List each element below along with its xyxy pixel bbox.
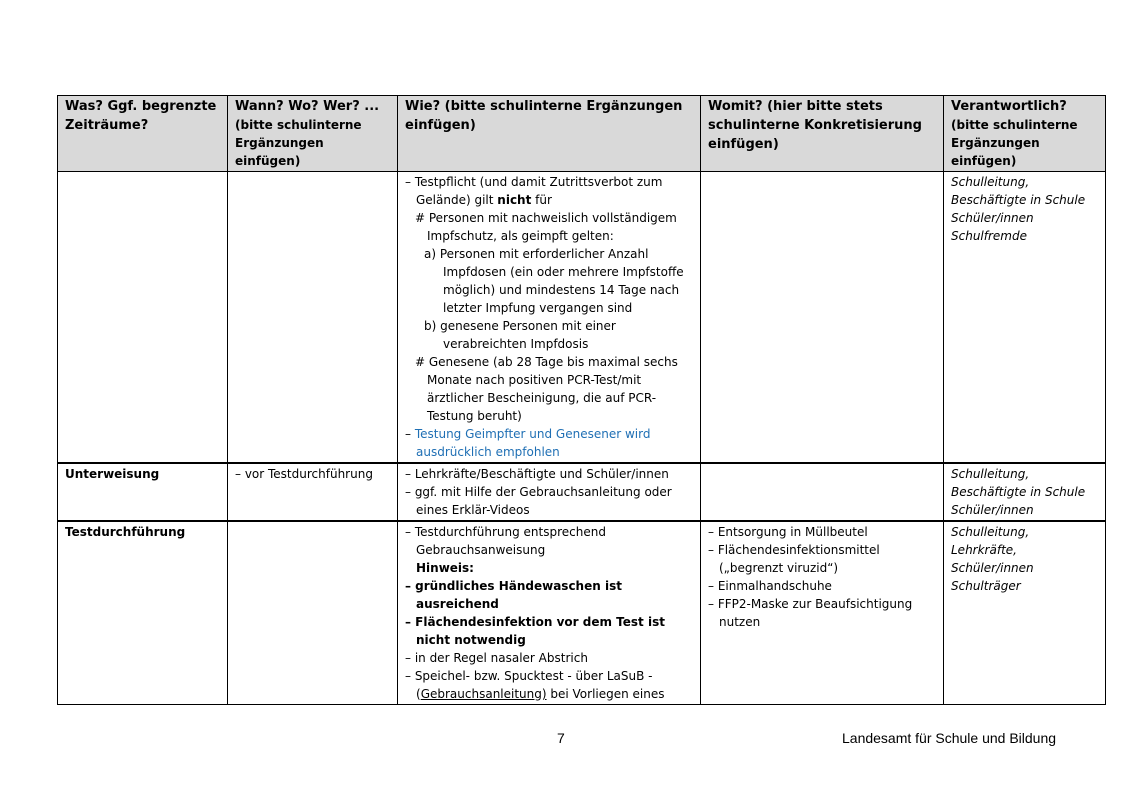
list-item: b) genesene Personen mit einer verabreichten Impfdosis [424,319,616,351]
cell-what [58,172,228,464]
list-item: (Gebrauchsanleitung) bei Vorliegen eines [416,687,665,701]
header-responsible [944,96,1106,172]
table-row-instruction [58,463,1106,521]
list-item: # Genesene (ab 28 Tage bis maximal sechs Monate nach positiven PCR-Test/mit ärztlicher Bescheinigung, die auf PCR-Testung beruht) [415,355,678,423]
table-row-test-execution [58,521,1106,705]
recommendation-text: Testung Geimpfter und Genesener wird ausdrücklich empfohlen [414,427,651,459]
row-title: Unterweisung [65,467,160,481]
header-what-line: Was? Ggf. begrenzte [65,99,217,114]
cell-with [701,521,944,705]
row-title: Testdurchführung [65,525,186,539]
responsible-item: Schulträger [951,579,1021,593]
responsible-item: Schulleitung, [951,175,1030,189]
header-when-sub: Ergänzungen einfügen) [235,136,324,168]
responsible-item: Schulfremde [951,229,1027,243]
header-with-line: einfügen) [708,137,779,152]
cell-when [228,463,398,521]
header-when-title: Wann? Wo? Wer? ... [235,99,380,114]
cell-responsible [944,521,1106,705]
header-with [701,96,944,172]
list-item: – Flächendesinfektionsmittel („begrenzt viruzid“) [708,543,880,575]
responsible-item: Schulleitung, [951,467,1030,481]
responsible-item: Beschäftigte in Schule [951,485,1086,499]
responsible-item: Beschäftigte in Schule [951,193,1086,207]
table-header-row [58,96,1106,172]
header-how [398,96,701,172]
responsible-item: Schüler/innen [951,503,1034,517]
header-responsible-title: Verantwortlich? [951,99,1067,114]
list-item: – ggf. mit Hilfe der Gebrauchsanleitung oder eines Erklär-Videos [405,485,672,517]
header-responsible-sub: (bitte schulinterne [951,118,1078,132]
header-how-line: Wie? (bitte schulinterne Ergänzungen [405,99,683,114]
header-what-line: Zeiträume? [65,118,149,133]
list-item: a) Personen mit erforderlicher Anzahl Impfdosen (ein oder mehrere Impfstoffe möglich) und mindestens 14 Tage nach letzter Impfung vergangen sind [424,247,684,315]
list-item: – Testdurchführung entsprechend Gebrauchsanweisung [405,525,606,557]
list-item: – vor Testdurchführung [235,467,373,481]
list-item: – Einmalhandschuhe [708,579,832,593]
list-item: – Entsorgung in Müllbeutel [708,525,868,539]
header-with-line: Womit? (hier bitte stets [708,99,883,114]
responsible-item: Schüler/innen [951,561,1034,575]
list-item: – Flächendesinfektion vor dem Test ist nicht notwendig [405,615,665,647]
cell-when [228,172,398,464]
header-responsible-sub: Ergänzungen einfügen) [951,136,1040,168]
list-item: # Personen mit nachweislich vollständigem Impfschutz, als geimpft gelten: [415,211,677,243]
header-when [228,96,398,172]
cell-responsible [944,172,1106,464]
cell-with [701,172,944,464]
cell-how [398,172,701,464]
page-number: 7 [557,730,565,746]
footer-organization: Landesamt für Schule und Bildung [842,730,1057,746]
responsible-item: Lehrkräfte, [951,543,1017,557]
list-item: – gründliches Händewaschen ist ausreichend [405,579,622,611]
list-item: – Speichel- bzw. Spucktest - über LaSuB - [405,669,653,683]
cell-how [398,521,701,705]
header-with-line: schulinterne Konkretisierung [708,118,922,133]
cell-what [58,463,228,521]
list-item: – Testpflicht (und damit Zutrittsverbot zum Gelände) gilt nicht für [405,175,663,207]
measures-table [57,95,1106,705]
cell-with [701,463,944,521]
cell-what [58,521,228,705]
header-when-sub: (bitte schulinterne [235,118,362,132]
list-item: – Testung Geimpfter und Genesener wird ausdrücklich empfohlen [405,427,651,459]
cell-how [398,463,701,521]
instructions-link[interactable]: Gebrauchsanleitung) [420,687,547,701]
header-what [58,96,228,172]
hint-label: Hinweis: [416,561,474,575]
responsible-item: Schüler/innen [951,211,1034,225]
header-how-line: einfügen) [405,118,476,133]
list-item: – FFP2-Maske zur Beaufsichtigung nutzen [708,597,913,629]
list-item: – Lehrkräfte/Beschäftigte und Schüler/innen [405,467,669,481]
cell-responsible [944,463,1106,521]
list-item: – in der Regel nasaler Abstrich [405,651,588,665]
table-row-test-obligation [58,172,1106,464]
cell-when [228,521,398,705]
responsible-item: Schulleitung, [951,525,1030,539]
